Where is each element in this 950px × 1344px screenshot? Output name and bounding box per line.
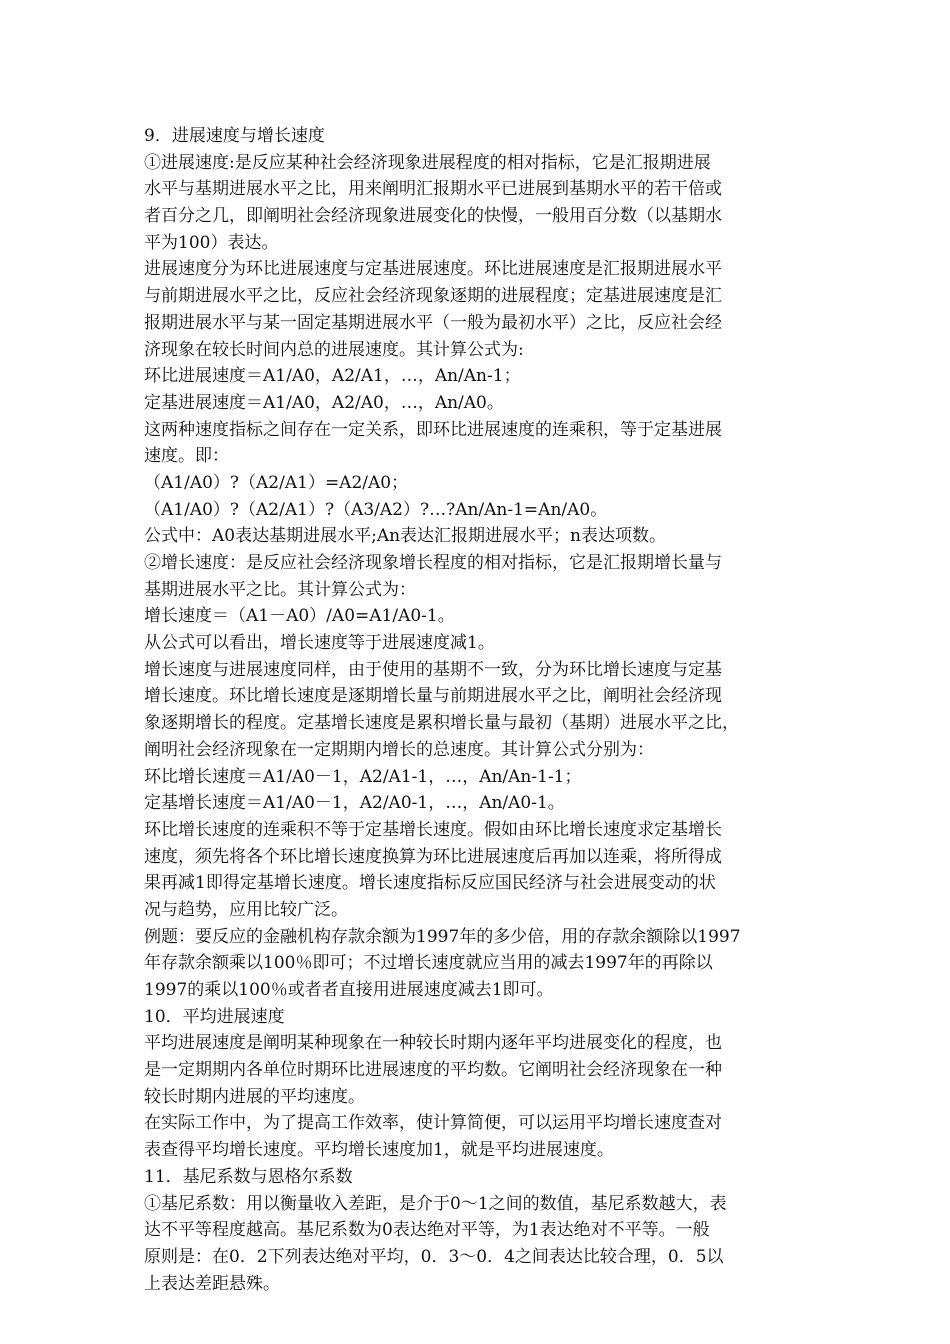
text-line: 进展速度分为环比进展速度与定基进展速度。环比进展速度是汇报期进展水平 [144, 259, 722, 280]
text-line: 速度，须先将各个环比增长速度换算为环比进展速度后再加以连乘，将所得成 [144, 846, 722, 867]
text-line: 增长速度与进展速度同样，由于使用的基期不一致，分为环比增长速度与定基 [144, 659, 722, 680]
text-line: 果再减1即得定基增长速度。增长速度指标反应国民经济与社会进展变动的状 [144, 873, 716, 894]
text-line: 从公式可以看出，增长速度等于进展速度减1。 [144, 633, 495, 654]
text-line: 环比增长速度的连乘积不等于定基增长速度。假如由环比增长速度求定基增长 [144, 819, 722, 840]
text-line: 平为100）表达。 [144, 232, 279, 253]
text-line: ②增长速度：是反应社会经济现象增长程度的相对指标，它是汇报期增长量与 [144, 553, 722, 573]
formula-line: （A1/A0）?（A2/A1）?（A3/A2）?…?An/An-1=An/A0。 [144, 499, 608, 520]
text-line: 增长速度。环比增长速度是逐期增长量与前期进展水平之比，阐明社会经济现 [144, 686, 722, 707]
text-line: ①进展速度:是反应某种社会经济现象进展程度的相对指标，它是汇报期进展 [144, 152, 711, 173]
text-line: ①基尼系数：用以衡量收入差距，是介于0～1之间的数值，基尼系数越大，表 [144, 1193, 727, 1214]
text-line: 1997的乘以100％或者者直接用进展速度减去1即可。 [144, 980, 554, 1000]
section-heading: 9．进展速度与增长速度 [144, 126, 325, 146]
text-line: 况与趋势，应用比较广泛。 [144, 899, 348, 920]
text-line: 例题：要反应的金融机构存款余额为1997年的多少倍，用的存款余额除以1997 [144, 926, 741, 947]
formula-line: 环比增长速度＝A1/A0－1，A2/A1-1，…，An/An-1-1； [144, 766, 582, 787]
text-line: 者百分之几，即阐明社会经济现象进展变化的快慢，一般用百分数（以基期水 [144, 206, 722, 227]
text-line: 公式中：A0表达基期进展水平;An表达汇报期进展水平；n表达项数。 [144, 526, 666, 547]
text-line: 表查得平均增长速度。平均增长速度加1，就是平均进展速度。 [144, 1140, 614, 1161]
text-line: 年存款余额乘以100％即可；不过增长速度就应当用的减去1997年的再除以 [144, 953, 713, 974]
text-line: 是一定期期内各单位时期环比进展速度的平均数。它阐明社会经济现象在一种 [144, 1060, 722, 1081]
formula-line: （A1/A0）?（A2/A1）=A2/A0； [144, 472, 409, 493]
formula-line: 定基进展速度＝A1/A0，A2/A0，…，An/A0。 [144, 392, 504, 413]
text-line: 较长时期内进展的平均速度。 [144, 1086, 365, 1107]
text-line: 水平与基期进展水平之比，用来阐明汇报期水平已进展到基期水平的若干倍或 [144, 179, 722, 200]
text-line: 原则是：在0．2下列表达绝对平均，0．3～0．4之间表达比较合理，0．5以 [144, 1246, 724, 1267]
text-line: 象逐期增长的程度。定基增长速度是累积增长量与最初（基期）进展水平之比， [144, 713, 739, 734]
text-line: 在实际工作中，为了提高工作效率，使计算简便，可以运用平均增长速度查对 [144, 1113, 722, 1134]
text-line: 基期进展水平之比。其计算公式为： [144, 579, 416, 600]
text-line: 与前期进展水平之比，反应社会经济现象逐期的进展程度；定基进展速度是汇 [144, 286, 722, 307]
text-line: 阐明社会经济现象在一定期期内增长的总速度。其计算公式分别为： [144, 739, 654, 760]
text-line: 达不平等程度越高。基尼系数为0表达绝对平等，为1表达绝对不平等。一般 [144, 1220, 710, 1241]
text-line: 济现象在较长时间内总的进展速度。其计算公式为: [144, 339, 524, 360]
section-heading: 10．平均进展速度 [144, 1006, 285, 1027]
text-line: 平均进展速度是阐明某种现象在一种较长时期内逐年平均进展变化的程度，也 [144, 1033, 722, 1054]
section-heading: 11．基尼系数与恩格尔系数 [144, 1166, 353, 1187]
text-line: 上表达差距悬殊。 [144, 1273, 280, 1294]
text-line: 报期进展水平与某一固定基期进展水平（一般为最初水平）之比，反应社会经 [144, 312, 722, 333]
document-body [144, 123, 804, 1297]
text-line: 这两种速度指标之间存在一定关系，即环比进展速度的连乘积，等于定基进展 [144, 419, 722, 440]
text-line: 速度。即： [144, 446, 229, 467]
formula-line: 定基增长速度＝A1/A0－1，A2/A0-1，…，An/A0-1。 [144, 793, 565, 814]
formula-line: 增长速度＝（A1－A0）/A0=A1/A0-1。 [144, 606, 455, 627]
formula-line: 环比进展速度＝A1/A0，A2/A1，…，An/An-1； [144, 366, 521, 387]
